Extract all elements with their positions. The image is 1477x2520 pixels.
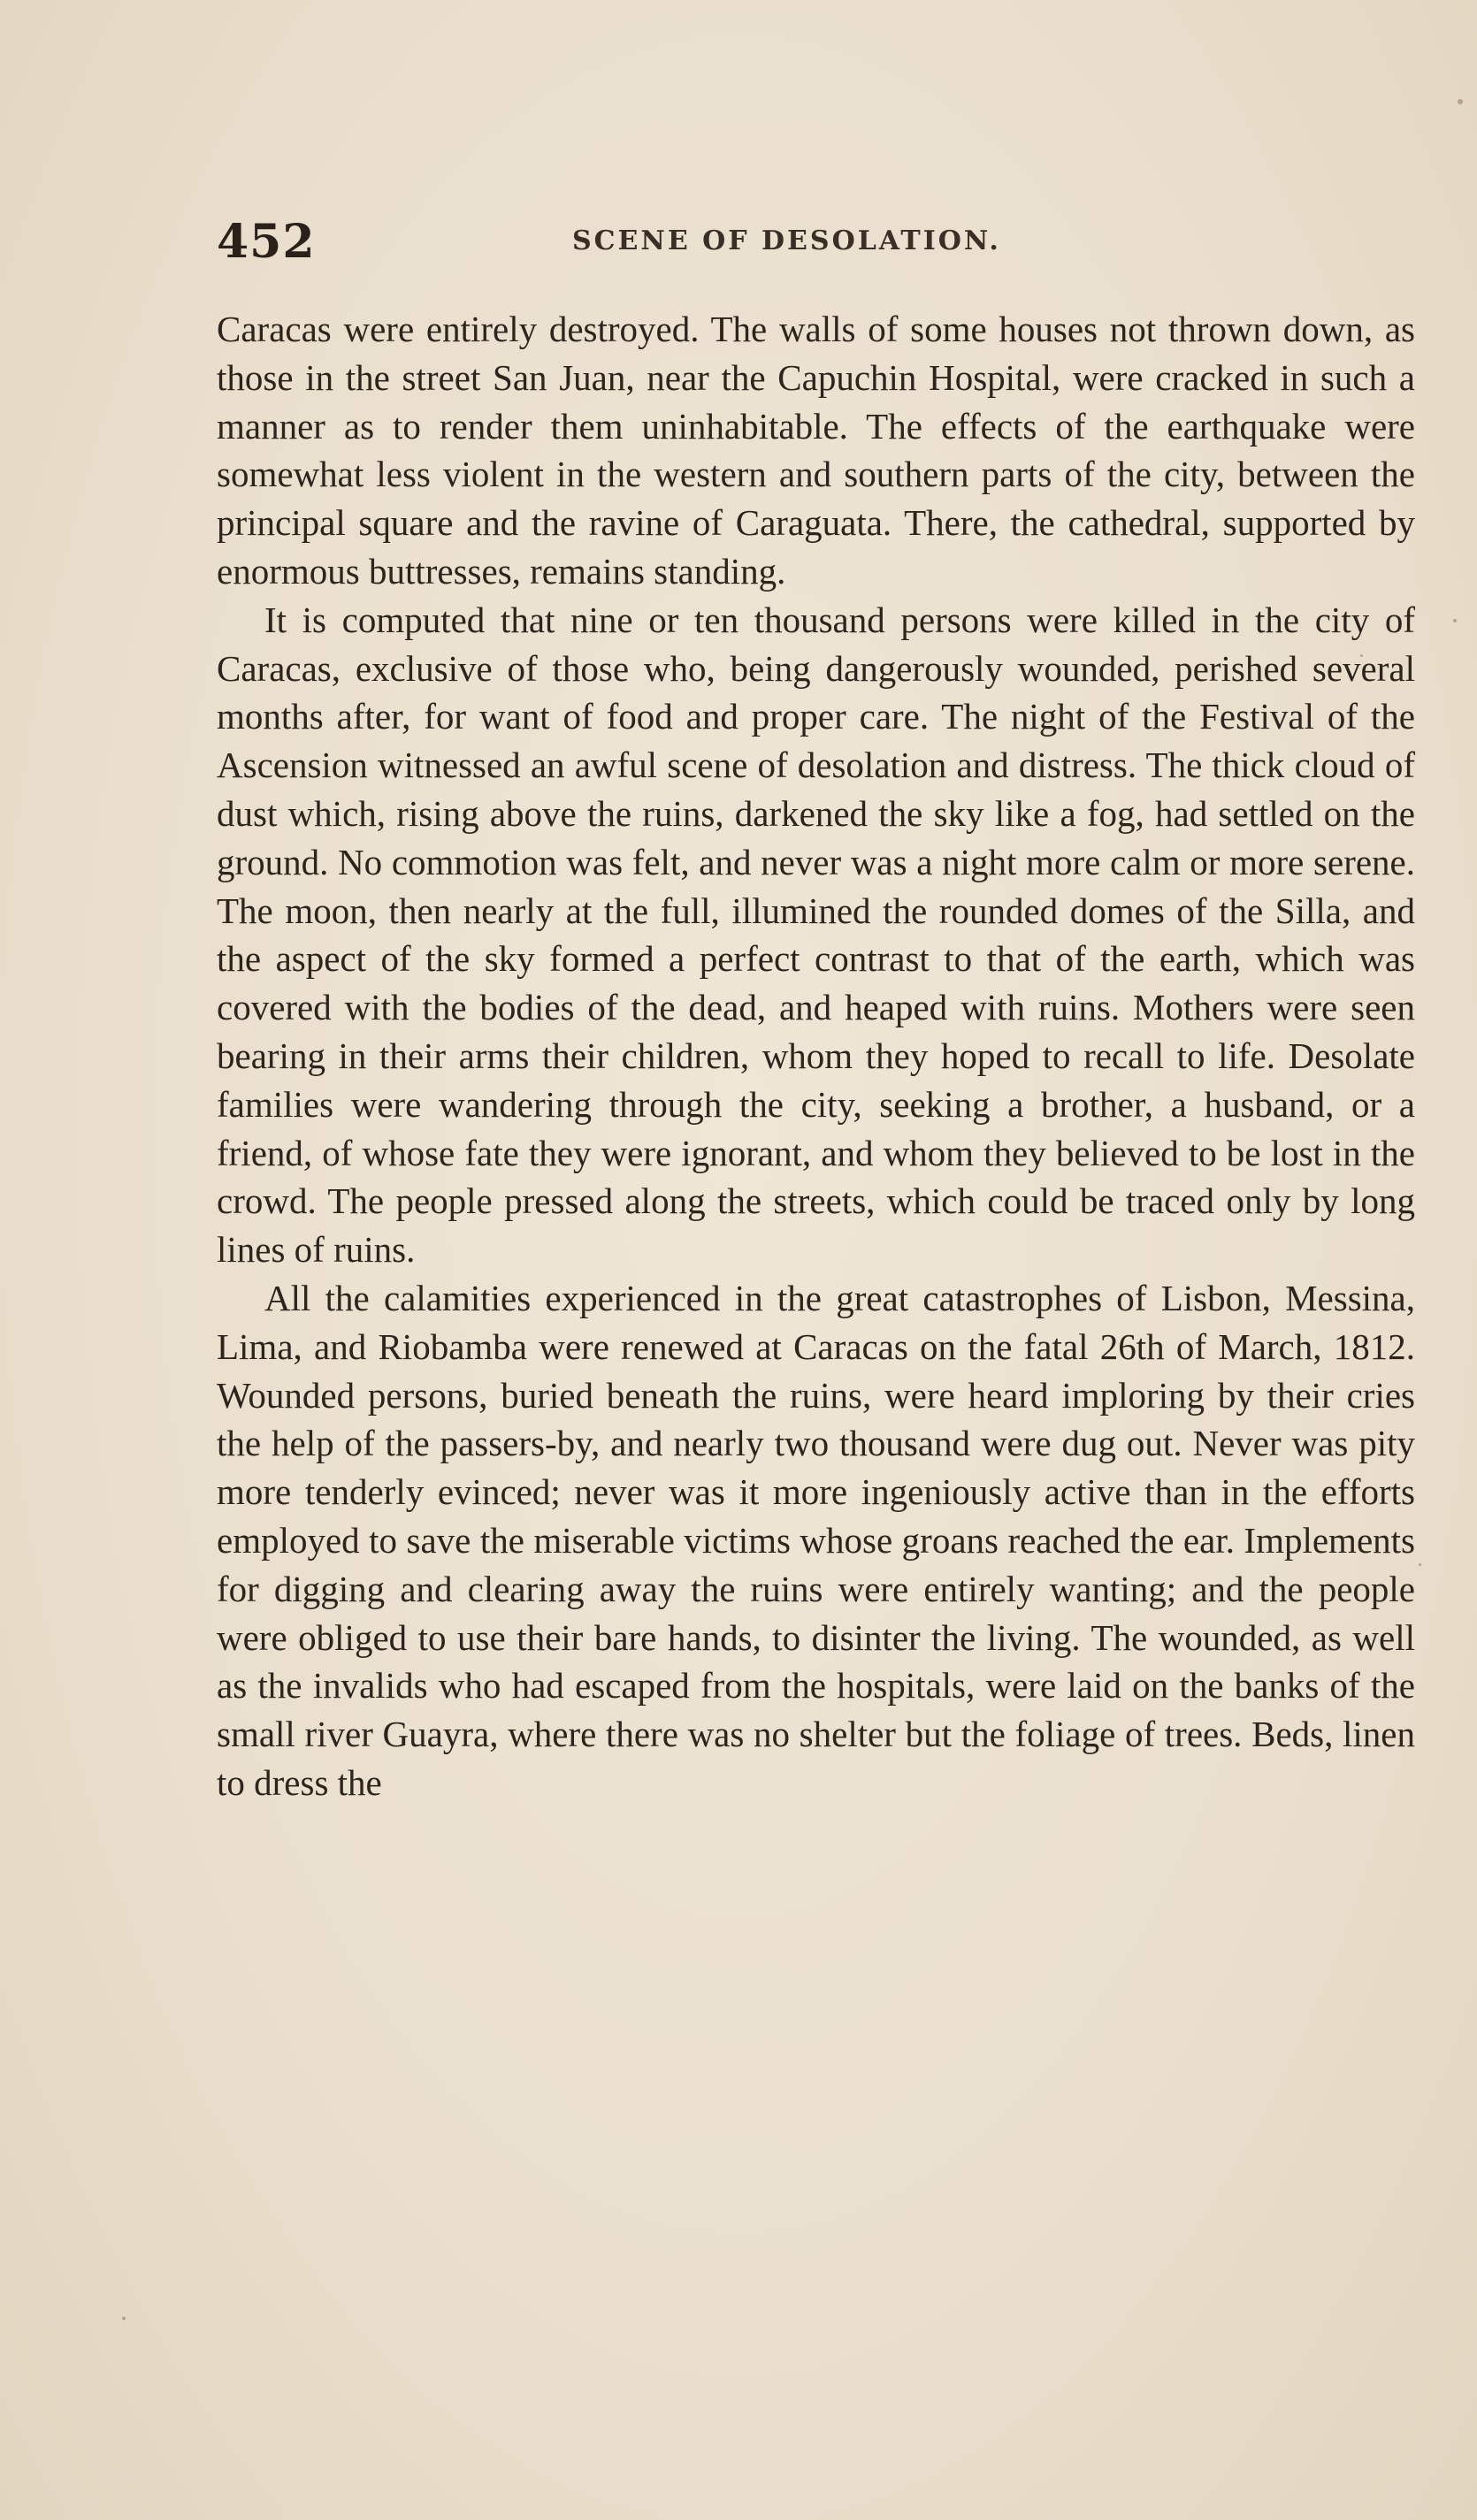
- page-number: 452: [217, 215, 316, 269]
- paragraph-1: Caracas were entirely destroyed. The walls of some houses not thrown down, as those in the street San Juan, near the Capuchin Hospital, were cracked in such a manner as to render them uninhabitable. The effects of the earthquake were somewhat less violent in the western and southern parts of the city, between the principal square and the ravine of Caraguata. There, the cathedral, supported by enormous buttresses, remains standing.: [217, 309, 1415, 592]
- page-header: [217, 215, 1406, 277]
- paper-speck: [1419, 1563, 1421, 1566]
- body-text: [217, 305, 1415, 1807]
- paragraph-3: All the calamities experienced in the great catastrophes of Lisbon, Messina, Lima, and Riobamba were renewed at Caracas on the fatal 26th of March, 1812. Wounded persons, buried beneath the ruins, were heard imploring by their cries the help of the passers-by, and nearly two thousand were dug out. Never was pity more tenderly evinced; never was it more ingeniously active than in the efforts employed to save the miserable victims whose groans reached the ear. Implements for digging and clearing away the ruins were entirely wanting; and the people were obliged to use their bare hands, to disinter the living. The wounded, as well as the invalids who had escaped from the hospitals, were laid on the banks of the small river Guayra, where there was no shelter but the foliage of trees. Beds, linen to dress the: [217, 1277, 1415, 1803]
- running-head: SCENE OF DESOLATION.: [572, 225, 1001, 256]
- paragraph-2: It is computed that nine or ten thousand persons were killed in the city of Caracas, exclusive of those who, being dangerously wounded, perished several months after, for want of food and proper care. The night of the Festival of the Ascension witnessed an awful scene of desolation and distress. The thick cloud of dust which, rising above the ruins, darkened the sky like a fog, had settled on the ground. No commotion was felt, and never was a night more calm or more serene. The moon, then nearly at the full, illumined the rounded domes of the Silla, and the aspect of the sky formed a perfect contrast to that of the earth, which was covered with the bodies of the dead, and heaped with ruins. Mothers were seen bearing in their arms their children, whom they hoped to recall to life. Desolate families were wandering through the city, seeking a brother, a husband, or a friend, of whose fate they were ignorant, and whom they believed to be lost in the crowd. The people pressed along the streets, which could be traced only by long lines of ruins.: [217, 599, 1415, 1271]
- paper-speck: [1458, 99, 1463, 104]
- paper-speck: [1453, 619, 1457, 622]
- paper-speck: [122, 2317, 126, 2320]
